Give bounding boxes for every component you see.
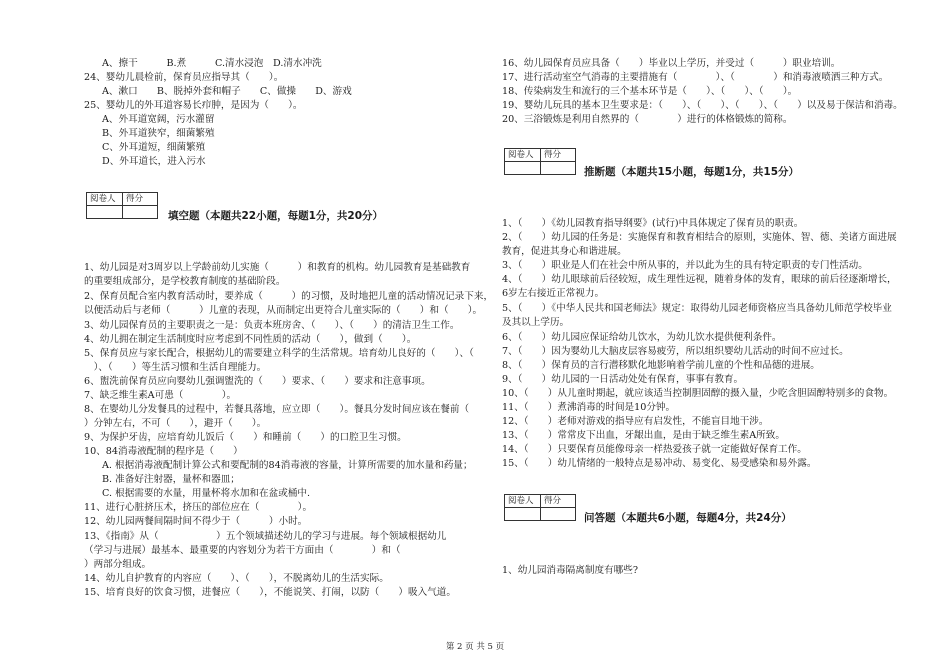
page-footer: 第 2 页 共 5 页 (445, 642, 505, 652)
reviewer-cell (505, 162, 540, 174)
judge-line: 6、（ ）幼儿园应保证给幼儿饮水，为幼儿饮水提供便利条件。 (502, 332, 782, 343)
judge-line: 9、（ ）幼儿园的一日活动处处有保育，事事有教育。 (502, 374, 744, 385)
judge-line: 14、（ ）只要保育员能像母亲一样热爱孩子就一定能做好保育工作。 (502, 444, 807, 455)
score-label: 得分 (540, 149, 575, 161)
section-title-judge: 推断题（本题共15小题，每题1分，共15分） (584, 166, 800, 178)
fill-line: B. 准备好注射器，量杯和器皿； (102, 474, 240, 485)
fill-line: ）两部分组成。 (84, 559, 152, 570)
fill-line: 15、培育良好的饮食习惯，进餐应（ ），不能说笑、打闹，以防（ ）吸入气道。 (84, 587, 456, 598)
option-25d: D、外耳道长，进入污水 (102, 156, 206, 167)
section-title-qa: 问答题（本题共6小题，每题4分，共24分） (584, 512, 792, 524)
judge-line: 15、（ ）幼儿情绪的一般特点是易冲动、易变化、易受感染和易外露。 (502, 458, 817, 469)
fill-line: ）分钟左右，不可（ ），避开（ ）。 (84, 418, 267, 429)
judge-line: 1、（ ）《幼儿园教育指导纲要》(试行)中具体规定了保育员的职责。 (502, 218, 804, 229)
fill-line: 3、幼儿园保育员的主要职责之一是：负责本班房舍、（ ）、（ ）的清洁卫生工作。 (84, 320, 460, 331)
options-24: A、漱口 B、脱掉外套和帽子 C、做操 D、游戏 (102, 86, 352, 97)
judge-line: 6岁左右接近正常视力。 (502, 288, 605, 299)
qa-question-1: 1、幼儿园消毒隔离制度有哪些? (502, 565, 638, 576)
section-title-fill: 填空题（本题共22小题，每题1分，共20分） (168, 210, 384, 222)
fill-line: （学习与进展）最基本、最重要的内容划分为若干方面由（ ）和（ (84, 545, 401, 556)
fill-line: 10、84消毒液配制的程序是（ ） (84, 446, 243, 457)
score-box-fill (86, 192, 158, 219)
option-25a: A、外耳道宽阔，污水灌留 (102, 114, 215, 125)
reviewer-label: 阅卷人 (90, 194, 116, 204)
question-24: 24、婴幼儿晨检前，保育员应指导其（ ）。 (84, 72, 284, 83)
fill-line: 的重要组成部分，是学校教育制度的基础阶段。 (84, 276, 286, 287)
judge-line: 13、（ ）常常皮下出血，牙龈出血，是由于缺乏维生素A所致。 (502, 430, 785, 441)
score-cell (540, 508, 575, 520)
judge-line: 2、（ ）幼儿园的任务是：实施保育和教育相结合的原则，实施体、智、德、美诸方面进展 (502, 232, 897, 243)
option-25b: B、外耳道狭窄，细菌繁殖 (102, 128, 215, 139)
score-cell (540, 162, 575, 174)
fill-line: 14、幼儿自护教育的内容应（ ）、（ ），不脱离幼儿的生活实际。 (84, 573, 389, 584)
score-label: 得分 (122, 193, 157, 205)
judge-line: 3、（ ）职业是人们在社会中所从事的，并以此为生的具有特定职责的专门性活动。 (502, 260, 868, 271)
fill-line-19: 19、婴幼儿玩具的基本卫生要求是：（ ）、（ ）、（ ）、（ ）以及易于保洁和消毒。 (502, 100, 903, 111)
question-25: 25、婴幼儿的外耳道容易长疖肿，是因为（ ）。 (84, 100, 303, 111)
fill-line: 8、在婴幼儿分发餐具的过程中，若餐具落地，应立即（ ）。餐具分发时间应该在餐前（ (84, 404, 470, 415)
score-label: 得分 (540, 495, 575, 507)
judge-line: 4、（ ）幼儿眼球前后径较短，成生理性远视，随着身体的发育，眼球的前后径逐渐增长， (502, 274, 897, 285)
fill-line: 以便活动后与老师（ ）儿童的表现，从而制定出更符合儿童实际的（ ）和（ ）。 (84, 305, 483, 316)
option-line-23: A、擦干 B.煮 C.清水浸泡 D.清水冲洗 (102, 58, 322, 69)
judge-line: 11、（ ）煮沸消毒的时间是10分钟。 (502, 402, 676, 413)
score-box-judge (504, 148, 576, 175)
judge-line: 7、（ ）因为婴幼儿大脑皮层容易疲劳，所以组织婴幼儿活动的时间不应过长。 (502, 346, 849, 357)
fill-line: 4、幼儿拥在制定生活制度时应考虑到不同性质的活动（ ），做到（ ）。 (84, 334, 417, 345)
fill-line-16: 16、幼儿园保育员应具备（ ）毕业以上学历，并受过（ ）职业培训。 (502, 58, 841, 69)
judge-line: 教育，促进其身心和谐进展。 (502, 246, 627, 257)
judge-line: 12、（ ）老师对游戏的指导应有启发性，不能盲目地干涉。 (502, 416, 769, 427)
judge-line: 10、（ ）从儿童时期起，就应该适当控制胆固醇的摄入量，少吃含胆固醇特别多的食物。 (502, 388, 894, 399)
judge-line: 及其以上学历。 (502, 317, 570, 328)
fill-line-18: 18、传染病发生和流行的三个基本环节是（ ）、（ ）、（ ）。 (502, 86, 798, 97)
fill-line: 7、缺乏维生素A可患（ ）。 (84, 390, 237, 401)
fill-line: ）、（ ）等生活习惯和生活自理能力。 (84, 362, 267, 373)
fill-line-17: 17、进行活动室空气消毒的主要措施有（ ）、（ ）和消毒液喷洒三种方式。 (502, 72, 889, 83)
fill-line: 13、《指南》从（ ）五个领域描述幼儿的学习与进展。每个领域根据幼儿 (84, 531, 447, 542)
judge-line: 5、（ ）《中华人民共和国老师法》规定：取得幼儿园老师资格应当具备幼儿师范学校毕业 (502, 303, 892, 314)
score-box-qa (504, 494, 576, 521)
fill-line-20: 20、三浴锻炼是利用自然界的（ ）进行的体格锻炼的简称。 (502, 114, 793, 125)
fill-line: 9、为保护牙齿，应培育幼儿饭后（ ）和睡前（ ）的口腔卫生习惯。 (84, 432, 407, 443)
reviewer-label: 阅卷人 (508, 150, 534, 160)
reviewer-label: 阅卷人 (508, 496, 534, 506)
fill-line: 12、幼儿园两餐间隔时间不得少于（ ）小时。 (84, 516, 308, 527)
fill-line: 5、保育员应与家长配合，根据幼儿的需要建立科学的生活常规。培育幼儿良好的（ ）、（ (84, 348, 474, 359)
fill-line: 1、幼儿园是对3周岁以上学龄前幼儿实施（ ）和教育的机构。幼儿园教育是基础教育 (84, 262, 471, 273)
score-cell (122, 206, 157, 218)
fill-line: C. 根据需要的水量，用量杯将水加和在盆或桶中. (102, 488, 311, 499)
reviewer-cell (505, 508, 540, 520)
fill-line: A. 根据消毒液配制计算公式和要配制的84消毒液的容量，计算所需要的加水量和药量； (102, 460, 473, 471)
judge-line: 8、（ ）保育员的言行潜移默化地影响着学前儿童的个性和品德的进展。 (502, 360, 820, 371)
fill-line: 6、盥洗前保育员应向婴幼儿强调盥洗的（ ）要求、（ ）要求和注意事项。 (84, 376, 431, 387)
fill-line: 11、进行心脏挤压术，挤压的部位应在（ ）。 (84, 502, 313, 513)
fill-line: 2、保育员配合室内教育活动时，要养成（ ）的习惯，及时地把儿童的活动情况记录下来， (84, 291, 494, 302)
option-25c: C、外耳道短，细菌繁殖 (102, 142, 206, 153)
reviewer-cell (87, 206, 122, 218)
